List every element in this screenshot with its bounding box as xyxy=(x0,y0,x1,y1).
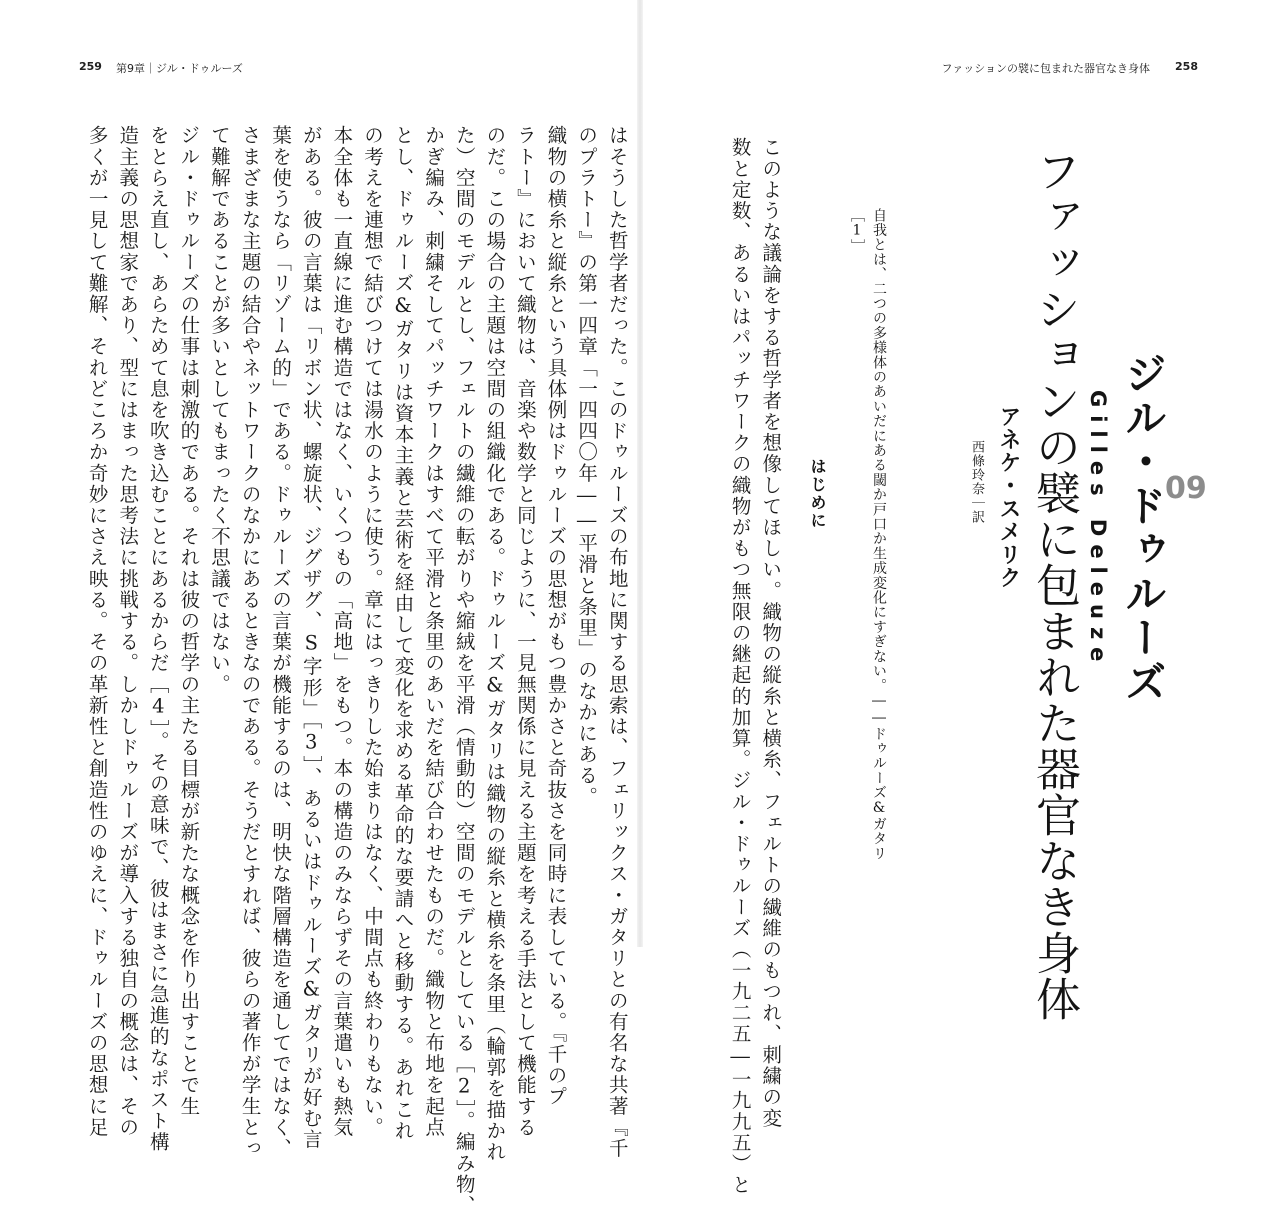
right-page-number: 258 xyxy=(1175,60,1198,73)
epigraph-attribution: ――ドゥルーズ&ガタリ xyxy=(871,693,887,861)
body-line: ジル・ドゥルーズの仕事は刺激的である。それは彼の哲学の主たる目標が新たな概念を作り出すことで生 xyxy=(177,125,201,1117)
left-page-number: 259 xyxy=(79,60,102,73)
body-line: 造主義の思想家であり、型にはまった思考法に挑戦する。しかしドゥルーズが導入する独自の概念は、その xyxy=(116,125,140,1138)
page-gutter xyxy=(637,0,643,947)
epigraph xyxy=(846,208,890,861)
epigraph-line xyxy=(868,208,890,861)
body-line: 数と定数、あるいはパッチワークの織物がもつ無限の継起的加算。ジル・ドゥルーズ（一九二五―一九九五）と xyxy=(728,137,752,1196)
left-running-title: 第9章｜ジル・ドゥルーズ xyxy=(116,62,243,75)
translator-credit: 西條玲奈｜訳 xyxy=(969,440,984,524)
body-line: た）空間のモデルとし、フェルトの繊維の転がりや縮絨を平滑（情動的）空間のモデルとしている［2］。編み物、 xyxy=(452,125,476,1216)
author-name: アネケ・スメリク xyxy=(996,405,1021,589)
left-page-body xyxy=(81,125,632,1216)
body-line: の考えを連想で結びつけては湯水のように使う。章にはっきりした始まりはなく、中間点も終わりもない。 xyxy=(360,125,384,1138)
body-line: がある。彼の言葉は「リボン状、螺旋状、ジグザグ、S字形」［3］、あるいはドゥルーズ&ガタリが好む言 xyxy=(299,125,323,1150)
body-line: かぎ編み、刺繍そしてパッチワークはすべて平滑と条里のあいだを結び合わせたものだ。織物と布地を起点 xyxy=(422,125,446,1138)
body-line: のプラトー』の第一四章「一四四〇年――平滑と条里」のなかにある。 xyxy=(575,125,599,808)
right-running-title: ファッションの襞に包まれた器官なき身体 xyxy=(941,62,1150,75)
body-line: て難解であることが多いとしてもまったく不思議ではない。 xyxy=(207,125,231,695)
body-line: のだ。この場合の主題は空間の組織化である。ドゥルーズ&ガタリは織物の縦糸と横糸を条里（輪郭を描かれ xyxy=(483,125,507,1163)
body-line: 織物の横糸と縦糸という具体例はドゥルーズの思想がもつ豊かさと奇抜さを同時に表している。『千のプ xyxy=(544,125,568,1107)
body-line: 本全体も一直線に進む構造ではなく、いくつもの「高地」をもつ。本の構造のみならずその言葉遣いも熱気 xyxy=(330,125,354,1138)
chapter-title-english: Gilles Deleuze xyxy=(1086,390,1110,670)
body-line: 多くが一見して難解、それどころか奇妙にさえ映る。その革新性と創造性のゆえに、ドゥルーズの思想に足 xyxy=(85,125,109,1138)
body-line: とし、ドゥルーズ&ガタリは資本主義と芸術を経由して変化を求める革命的な要請へと移動する。あれこれ xyxy=(391,125,415,1142)
epigraph-text: 自我とは、二つの多様体のあいだにある閾か戸口か生成変化にすぎない。 xyxy=(871,208,887,694)
chapter-title: ジル・ドゥルーズ xyxy=(1119,352,1168,704)
epigraph-note: ［1］ xyxy=(849,208,865,255)
body-line: ラトー』において織物は、音楽や数学と同じように、一見無関係に見える主題を考える手法として機能する xyxy=(513,125,537,1138)
body-line: 葉を使うなら「リゾーム的」である。ドゥルーズの言葉が機能するのは、明快な階層構造を通してではなく、 xyxy=(269,125,293,1159)
body-line: さまざまな主題の結合やネットワークのなかにあるときなのである。そうだとすれば、彼らの著作が学生とっ xyxy=(238,125,262,1159)
chapter-number: 09 xyxy=(1165,471,1207,506)
body-line: このような議論をする哲学者を想像してほしい。織物の縦糸と横糸、フェルトの繊維のもつれ、刺繍の変 xyxy=(759,137,783,1129)
right-page-body xyxy=(724,137,785,1196)
body-line: をとらえ直し、あらためて息を吹き込むことにあるからだ［4］。その意味で、彼はまさに急進的なポスト構 xyxy=(146,125,170,1153)
chapter-subtitle: ファッションの襞に包まれた器官なき身体 xyxy=(1028,148,1081,1022)
body-line: はそうした哲学者だった。このドゥルーズの布地に関する思索は、フェリックス・ガタリとの有名な共著『千 xyxy=(605,125,629,1159)
section-heading: はじめに xyxy=(808,458,827,530)
